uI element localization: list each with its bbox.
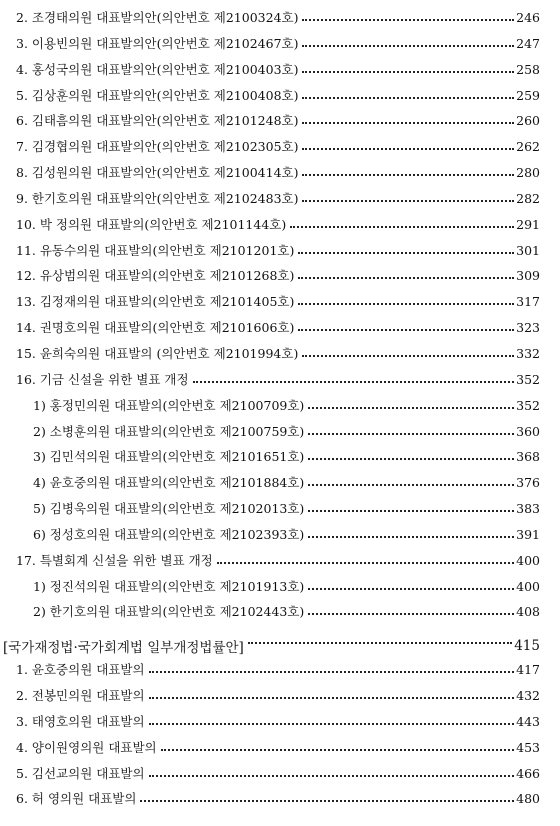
toc-page-number: 301 <box>516 242 540 258</box>
toc-entry-title: 5. 김상훈의원 대표발의안(의안번호 제2100408호) <box>16 87 299 103</box>
toc-entry-title: 9. 한기호의원 대표발의안(의안번호 제2102483호) <box>16 190 299 206</box>
toc-entry-title: 7. 김경협의원 대표발의안(의안번호 제2102305호) <box>16 139 299 155</box>
dot-leader <box>149 723 515 725</box>
toc-entry <box>0 712 560 738</box>
toc-entry-title: 6) 정성호의원 대표발의(의안번호 제2102393호) <box>33 526 305 542</box>
toc-page-number: 400 <box>516 552 540 568</box>
toc-section-heading <box>0 631 560 660</box>
toc-entry <box>0 266 560 292</box>
toc-page-number: 415 <box>514 637 540 654</box>
toc-page-number: 352 <box>516 371 540 387</box>
dot-leader <box>308 433 514 435</box>
toc-entry-title: 4. 홍성국의원 대표발의안(의안번호 제2100403호) <box>16 61 299 77</box>
toc-entry-title: 12. 유상범의원 대표발의(의안번호 제2101268호) <box>16 268 295 284</box>
toc-entry-title: 4) 윤호중의원 대표발의(의안번호 제2101884호) <box>33 475 305 491</box>
dot-leader <box>308 407 514 409</box>
dot-leader <box>302 148 514 150</box>
toc-page-number: 280 <box>516 165 540 181</box>
toc-entry <box>0 241 560 267</box>
toc-entry <box>0 499 560 525</box>
toc-entry-title: 4. 양이원영의원 대표발의 <box>16 739 157 755</box>
dot-leader <box>302 19 514 21</box>
dot-leader <box>302 122 514 124</box>
toc-entry-title: 3. 이용빈의원 대표발의안(의안번호 제2102467호) <box>16 35 299 51</box>
toc-page-number: 317 <box>516 294 540 310</box>
toc-page-number: 262 <box>516 139 540 155</box>
toc-entry <box>0 602 560 628</box>
toc-entry <box>0 686 560 712</box>
dot-leader <box>302 45 514 47</box>
toc-entry <box>0 189 560 215</box>
toc-entry-title: 2) 소병훈의원 대표발의(의안번호 제2100759호) <box>33 423 305 439</box>
toc-entry <box>0 396 560 422</box>
toc-entry-title: 2) 한기호의원 대표발의(의안번호 제2102443호) <box>33 604 305 620</box>
toc-entry <box>0 764 560 790</box>
toc-entry <box>0 789 560 815</box>
toc-page-number: 368 <box>516 449 540 465</box>
dot-leader <box>248 642 512 644</box>
toc-entry <box>0 111 560 137</box>
toc-page-number: 453 <box>516 739 540 755</box>
toc-entry-title: 1. 윤호중의원 대표발의 <box>16 662 145 678</box>
toc-page-number: 260 <box>516 113 540 129</box>
toc-page-number: 466 <box>516 765 540 781</box>
toc-entry-title: 1) 홍정민의원 대표발의(의안번호 제2100709호) <box>33 397 305 413</box>
toc-entry-title: 1) 정진석의원 대표발의(의안번호 제2101913호) <box>33 578 305 594</box>
toc-entry-title: 2. 조경태의원 대표발의안(의안번호 제2100324호) <box>16 10 299 25</box>
toc-entry <box>0 738 560 764</box>
toc-page-number: 432 <box>516 688 540 704</box>
dot-leader <box>302 174 514 176</box>
toc-page-number: 400 <box>516 578 540 594</box>
toc-entry <box>0 292 560 318</box>
toc-page-number: 391 <box>516 526 540 542</box>
toc-entry <box>0 525 560 551</box>
toc-entry <box>0 447 560 473</box>
toc-page-number: 247 <box>516 35 540 51</box>
toc-entry <box>0 215 560 241</box>
dot-leader <box>193 381 515 383</box>
toc-entry <box>0 8 560 34</box>
toc-entry <box>0 344 560 370</box>
dot-leader <box>308 613 514 615</box>
toc-entry-title: 3. 태영호의원 대표발의 <box>16 713 145 729</box>
toc-entry <box>0 473 560 499</box>
toc-entry <box>0 318 560 344</box>
toc-page-number: 258 <box>516 61 540 77</box>
dot-leader <box>149 775 515 777</box>
toc-entry-title: 3) 김민석의원 대표발의(의안번호 제2101651호) <box>33 449 305 465</box>
toc-page-number: 291 <box>516 216 540 232</box>
dot-leader <box>308 588 514 590</box>
toc-page-number: 323 <box>516 320 540 336</box>
toc-entry <box>0 422 560 448</box>
toc-entry-title: 2. 전봉민의원 대표발의 <box>16 688 145 704</box>
toc-entry <box>0 34 560 60</box>
toc-entry <box>0 660 560 686</box>
dot-leader <box>149 671 515 673</box>
dot-leader <box>302 355 514 357</box>
toc-entry-title: 6. 허 영의원 대표발의 <box>16 791 137 807</box>
toc-page-number: 282 <box>516 190 540 206</box>
toc-page-number: 360 <box>516 423 540 439</box>
toc-entry-title: 17. 특별회계 신설을 위한 별표 개정 <box>16 552 213 568</box>
toc-page-number: 383 <box>516 501 540 517</box>
dot-leader <box>140 800 514 802</box>
toc-entry-title: 6. 김태흠의원 대표발의안(의안번호 제2101248호) <box>16 113 299 129</box>
toc-entry-title: 16. 기금 신설을 위한 별표 개정 <box>16 371 189 387</box>
toc-page-number: 408 <box>516 604 540 620</box>
dot-leader <box>161 749 515 751</box>
toc-page-number: 480 <box>516 791 540 807</box>
toc-entry-title: 8. 김성원의원 대표발의안(의안번호 제2100414호) <box>16 165 299 181</box>
dot-leader <box>298 329 514 331</box>
dot-leader <box>298 252 514 254</box>
toc-entry <box>0 60 560 86</box>
toc-entry-title: 14. 권명호의원 대표발의(의안번호 제2101606호) <box>16 320 295 336</box>
toc-page-number: 417 <box>516 662 540 678</box>
dot-leader <box>149 697 515 699</box>
dot-leader <box>308 536 514 538</box>
toc-entry-title: 13. 김정재의원 대표발의(의안번호 제2101405호) <box>16 294 295 310</box>
toc-page-number: 352 <box>516 397 540 413</box>
dot-leader <box>302 97 514 99</box>
dot-leader <box>308 510 514 512</box>
dot-leader <box>302 200 514 202</box>
toc-page-number: 376 <box>516 475 540 491</box>
toc-entry-title: 15. 윤희숙의원 대표발의 (의안번호 제2101994호) <box>16 345 299 361</box>
dot-leader <box>217 562 514 564</box>
toc-page-number: 246 <box>516 10 540 25</box>
toc-page-number: 332 <box>516 345 540 361</box>
toc-entry <box>0 163 560 189</box>
toc-page-number: 309 <box>516 268 540 284</box>
toc-entry <box>0 86 560 112</box>
toc-page-number: 259 <box>516 87 540 103</box>
dot-leader <box>302 71 514 73</box>
dot-leader <box>308 484 514 486</box>
toc-page-number: 443 <box>516 713 540 729</box>
dot-leader <box>298 303 514 305</box>
toc-entry <box>0 577 560 603</box>
toc-entry-title: [국가재정법·국가회계법 일부개정법률안] <box>3 639 244 656</box>
toc-entry-title: 5. 김선교의원 대표발의 <box>16 765 145 781</box>
dot-leader <box>290 226 514 228</box>
toc-entry-title: 11. 유동수의원 대표발의(의안번호 제2101201호) <box>16 242 295 258</box>
dot-leader <box>308 458 514 460</box>
toc-entry-title: 5) 김병욱의원 대표발의(의안번호 제2102013호) <box>33 501 305 517</box>
table-of-contents <box>0 8 560 815</box>
toc-entry <box>0 137 560 163</box>
dot-leader <box>298 277 514 279</box>
toc-entry-title: 10. 박 정의원 대표발의(의안번호 제2101144호) <box>16 216 287 232</box>
toc-entry <box>0 551 560 577</box>
toc-entry <box>0 370 560 396</box>
